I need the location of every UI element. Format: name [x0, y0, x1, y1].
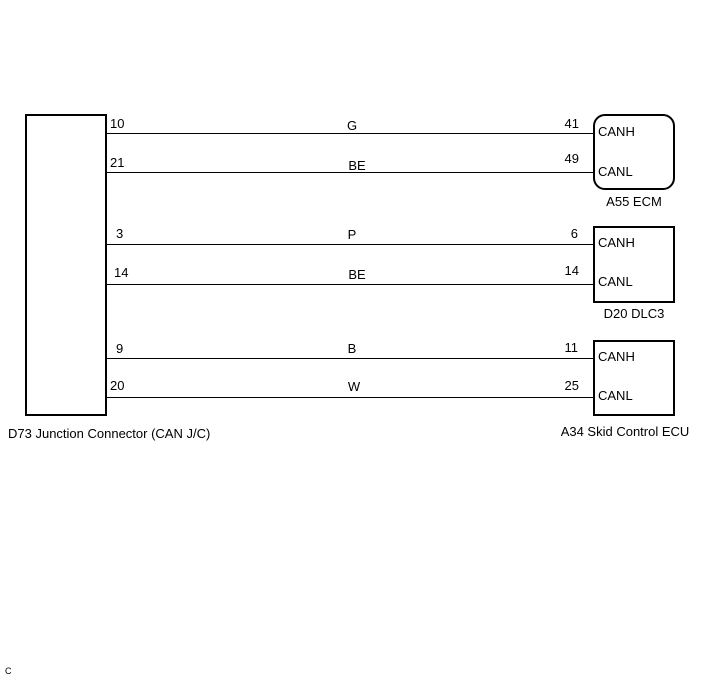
wire-1-right-pin: 41 — [564, 116, 579, 131]
wire-3-color: P — [347, 227, 357, 242]
junction-connector-box — [25, 114, 107, 416]
skid-ecu-pin-canl-label: CANL — [598, 388, 633, 403]
ecm-pin-canh-label: CANH — [598, 124, 635, 139]
wire-5-right-pin: 11 — [564, 340, 578, 355]
wire-1-color: G — [346, 118, 358, 133]
dlc3-pin-canl-label: CANL — [598, 274, 633, 289]
diagram-code-label: C — [5, 666, 12, 676]
dlc3-pin-canh-label: CANH — [598, 235, 635, 250]
wire-3 — [107, 244, 593, 245]
wire-4 — [107, 284, 593, 285]
ecm-name: A55 ECM — [606, 194, 662, 209]
ecm-pin-canl-label: CANL — [598, 164, 633, 179]
wire-5-left-pin: 9 — [116, 341, 124, 356]
wire-2-left-pin: 21 — [110, 155, 125, 170]
wire-6-color: W — [347, 379, 361, 394]
wire-3-right-pin: 6 — [570, 226, 578, 241]
junction-connector-name: D73 Junction Connector (CAN J/C) — [8, 426, 211, 441]
wire-3-left-pin: 3 — [116, 226, 124, 241]
wire-2-right-pin: 49 — [564, 151, 579, 166]
wire-5 — [107, 358, 593, 359]
wire-2-color: BE — [348, 158, 366, 173]
wire-1 — [107, 133, 593, 134]
wire-6-right-pin: 25 — [564, 378, 579, 393]
skid-ecu-pin-canh-label: CANH — [598, 349, 635, 364]
dlc3-name: D20 DLC3 — [603, 306, 665, 321]
skid-control-ecu-name: A34 Skid Control ECU — [560, 424, 690, 439]
wire-1-left-pin: 10 — [110, 116, 125, 131]
wire-4-color: BE — [348, 267, 366, 282]
wire-5-color: B — [347, 341, 357, 356]
wire-6 — [107, 397, 593, 398]
wire-4-left-pin: 14 — [114, 265, 129, 280]
wire-4-right-pin: 14 — [564, 263, 579, 278]
wire-6-left-pin: 20 — [110, 378, 125, 393]
